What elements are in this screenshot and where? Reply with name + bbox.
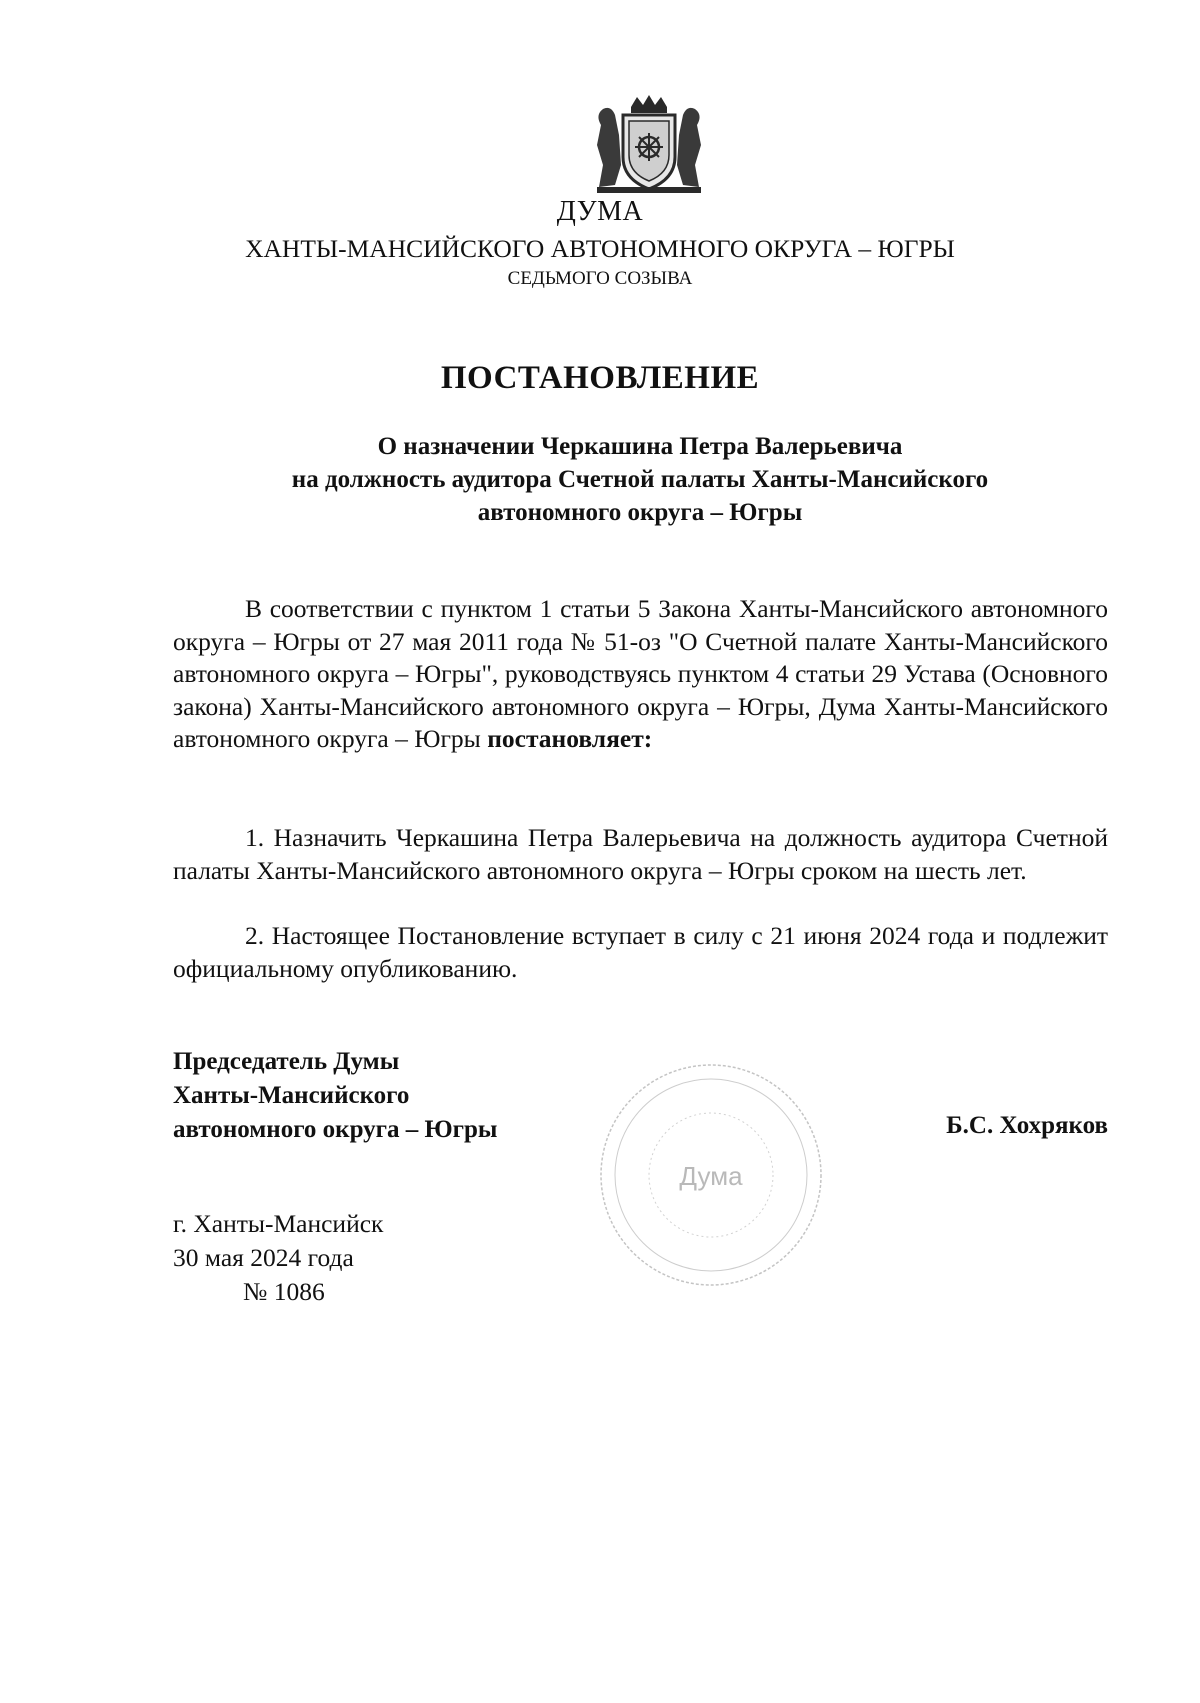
city: г. Ханты-Мансийск (173, 1209, 384, 1238)
document-number: № 1086 (243, 1277, 325, 1306)
preamble-text: В соответствии с пунктом 1 статьи 5 Закона Ханты-Мансийского автономного округа – Югры от 27 мая 2011 года № 51-оз "О Счетной палате Ханты-Мансийского автономного округа – Югры", руководствуясь пунктом 4 статьи 29 Устава (Основного закона) Ханты-Мансийского автономного округа – Югры, Дума Ханты-Мансийского автономного округа – Югры (173, 594, 1108, 753)
item-2-text: 2. Настоящее Постановление вступает в силу с 21 июня 2024 года и подлежит официальному опубликованию. (173, 921, 1108, 983)
coat-of-arms-icon (589, 95, 709, 195)
signatory-title-line-3: автономного округа – Югры (173, 1116, 498, 1143)
signatory-name: Б.С. Хохряков (946, 1112, 1108, 1139)
convocation: СЕДЬМОГО СОЗЫВА (507, 268, 693, 289)
duma-title: ДУМА (556, 196, 644, 227)
document-type: ПОСТАНОВЛЕНИЕ (440, 360, 760, 396)
signatory-title-line-1: Председатель Думы (173, 1048, 400, 1075)
preamble (173, 593, 1108, 756)
date: 30 мая 2024 года (173, 1243, 354, 1272)
signatory-title (173, 1045, 497, 1147)
seal-text: Дума (679, 1161, 743, 1191)
signatory-title-line-2: Ханты-Мансийского (173, 1082, 410, 1109)
subject-line-2: на должность аудитора Счетной палаты Ханты-Мансийского (291, 466, 989, 493)
region-name: ХАНТЫ-МАНСИЙСКОГО АВТОНОМНОГО ОКРУГА – ЮГРЫ (245, 234, 955, 263)
document-footer (173, 1207, 383, 1309)
subject-line-3: автономного округа – Югры (477, 499, 803, 526)
decree-word: постановляет: (487, 724, 653, 753)
item-2 (173, 920, 1108, 985)
item-1-text: 1. Назначить Черкашина Петра Валерьевича на должность аудитора Счетной палаты Ханты-Мансийского автономного округа – Югры сроком на шесть лет. (173, 823, 1108, 885)
item-1 (173, 822, 1108, 887)
subject-line-1: О назначении Черкашина Петра Валерьевича (377, 433, 903, 460)
stamp-seal-icon (596, 1060, 826, 1290)
document-subject (200, 430, 1080, 529)
